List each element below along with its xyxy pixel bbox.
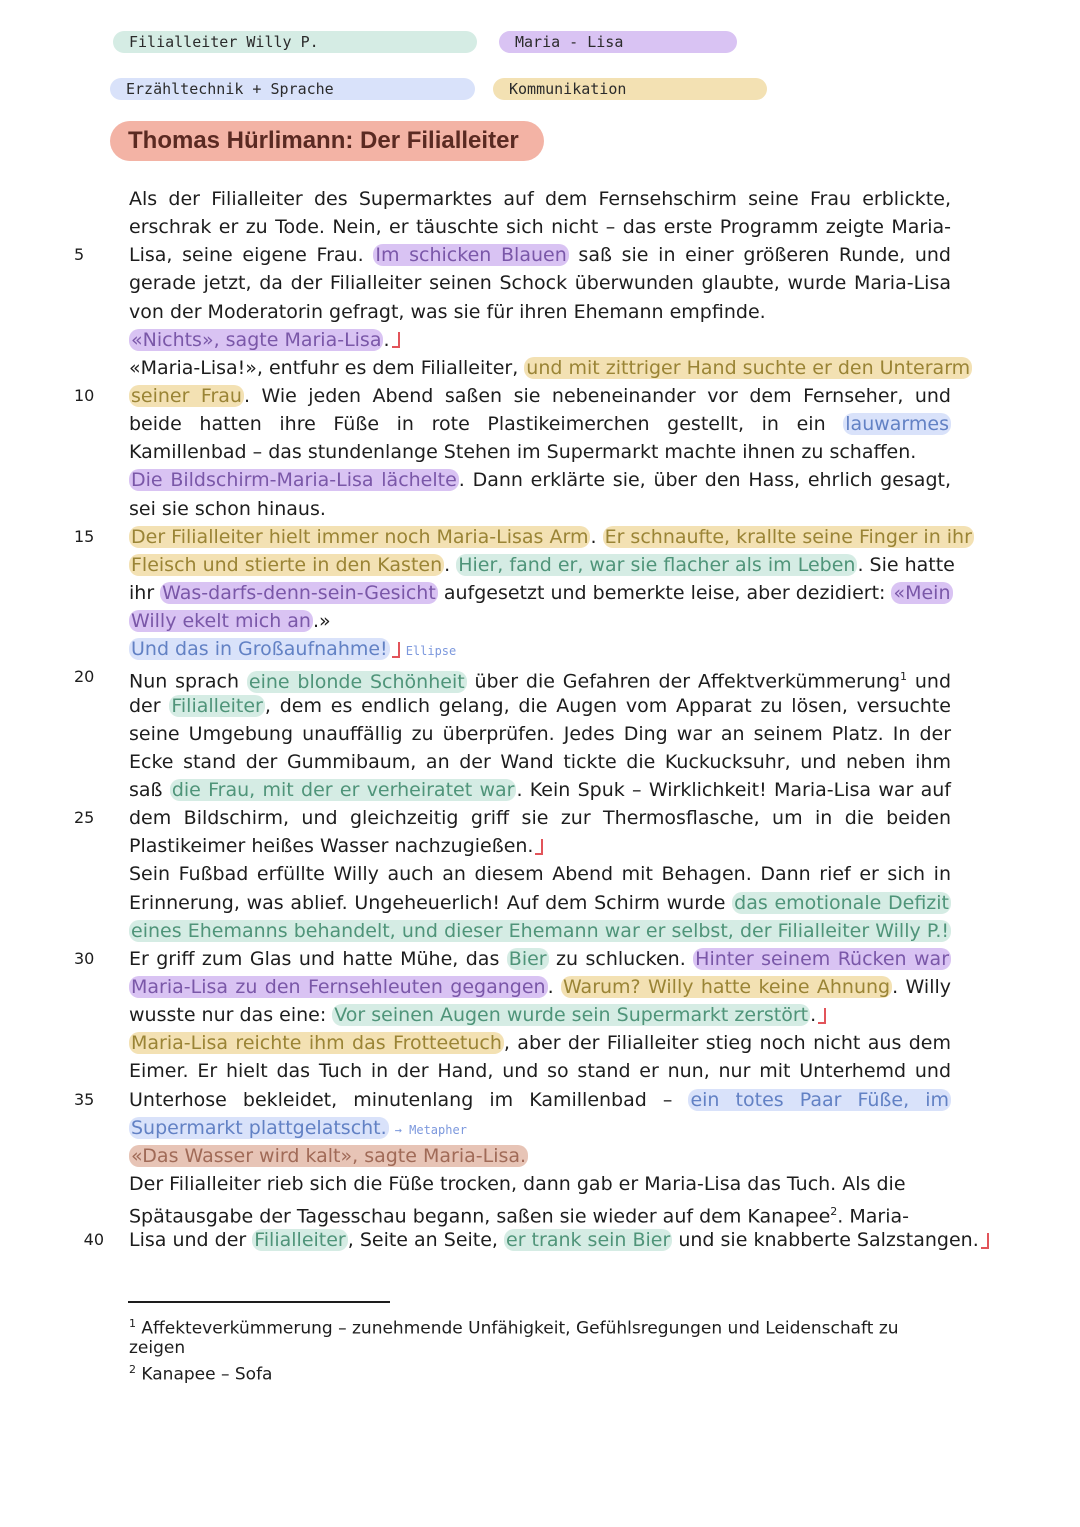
text-line: 40 Lisa und der Filialleiter , Seite an Seite, er trank sein Bier und sie knabberte Salzstangen. (129, 1226, 951, 1254)
correction-mark (392, 642, 400, 658)
text-line: 20 Nun sprach eine blonde Schönheit über die Gefahren der Affektverkümmerung$^1$ und (129, 663, 951, 691)
text-line: Supermarkt plattgelatscht. → Metapher (131, 1116, 467, 1139)
text-line: Und das in Großaufnahme! Ellipse (131, 638, 457, 661)
text-line: 5 Lisa, seine eigene Frau. Im schicken Blauen saß sie in einer größeren Runde, und (129, 241, 951, 269)
line-number: 35 (74, 1089, 95, 1109)
correction-mark (535, 839, 543, 855)
line-number: 15 (74, 526, 95, 546)
text-line: «Das Wasser wird kalt», sagte Maria-Lisa. (131, 1144, 527, 1167)
story-text (74, 185, 979, 1254)
correction-mark (392, 332, 400, 348)
text-line: gerade jetzt, da der Filialleiter seinen Schock überwunden glaubte, wurde Maria-Lisa (129, 272, 951, 295)
tag-kommunikation: Kommunikation (493, 78, 767, 100)
text-line: «Nichts», sagte Maria-Lisa . (129, 326, 951, 354)
text-line: Plastikeimer heißes Wasser nachzugießen. (129, 832, 951, 860)
footnote-1-cont: zeigen (129, 1338, 186, 1358)
text-line: erschrak er zu Tode. Nein, er täuschte sich nicht – das erste Programm zeigte Maria- (129, 216, 951, 239)
annotation-ellipse: Ellipse (405, 644, 457, 659)
tag-erzaehltechnik: Erzähltechnik + Sprache (110, 78, 475, 100)
text-line: Die Bildschirm-Maria-Lisa lächelte . Dann erklärte sie, über den Hass, ehrlich gesagt, (131, 469, 951, 492)
text-line: sei sie schon hinaus. (129, 497, 326, 520)
line-number: 10 (74, 385, 95, 405)
line-number: 5 (74, 245, 85, 265)
text-line: Eimer. Er hielt das Tuch in der Hand, und so stand er nun, nur mit Unterhemd und (129, 1060, 951, 1083)
text-line: 25 dem Bildschirm, und gleichzeitig griff sie zur Thermosflasche, um in die beiden (129, 804, 951, 832)
text-line: Willy ekelt mich an .» (131, 610, 331, 633)
line-number: 40 (83, 1230, 104, 1250)
text-line: Sein Fußbad erfüllte Willy auch an diesem Abend mit Behagen. Dann rief er sich in (129, 863, 951, 886)
text-line: Maria-Lisa zu den Fernsehleuten gegangen . Warum? Willy hatte keine Ahnung . Willy (131, 975, 951, 998)
text-line: 35 Unterhose bekleidet, minutenlang im Kamillenbad – ein totes Paar Füße, im (129, 1086, 951, 1114)
text-line: wusste nur das eine: Vor seinen Augen wurde sein Supermarkt zerstört . (129, 1001, 951, 1029)
text-line: 15 Der Filialleiter hielt immer noch Maria-Lisas Arm . Er schnaufte, krallte seine Finger in ihr (129, 523, 951, 551)
text-line: saß die Frau, mit der er verheiratet war . Kein Spuk – Wirklichkeit! Maria-Lisa war auf (129, 778, 952, 801)
text-line: Spätausgabe der Tagesschau begann, saßen sie wieder auf dem Kanapee$^2$. Maria- (129, 1205, 909, 1228)
text-line: Der Filialleiter rieb sich die Füße trocken, dann gab er Maria-Lisa das Tuch. Als die (129, 1172, 906, 1195)
footnote-2: $^2$ Kanapee – Sofa (129, 1363, 273, 1385)
correction-mark (981, 1233, 989, 1249)
line-number: 25 (74, 808, 95, 828)
page-title: Thomas Hürlimann: Der Filialleiter (110, 121, 544, 161)
text-line: von der Moderatorin gefragt, was sie für ihren Ehemann empfinde. (129, 300, 766, 323)
text-line: seine Umgebung unauffällig zu überprüfen. Jedes Ding war an seinem Platz. In der (129, 722, 951, 745)
text-line: beide hatten ihre Füße in rote Plastikeimerchen gestellt, in ein lauwarmes (129, 413, 949, 436)
tag-filialleiter: Filialleiter Willy P. (113, 31, 477, 53)
text-line: Kamillenbad – das stundenlange Stehen im Supermarkt machte ihnen zu schaffen. (129, 441, 917, 464)
text-line: eines Ehemanns behandelt, und dieser Ehemann war er selbst, der Filialleiter Willy P.! (131, 919, 949, 942)
footnote-1: $^1$ Affekteverkümmerung – zunehmende Unfähigkeit, Gefühlsregungen und Leidenschaft zu (129, 1317, 899, 1339)
text-line: Erinnerung, was ablief. Ungeheuerlich! Auf dem Schirm wurde das emotionale Defizit (129, 891, 949, 914)
text-line: 30 Er griff zum Glas und hatte Mühe, das Bier zu schlucken. Hinter seinem Rücken war (129, 945, 951, 973)
text-line: Maria-Lisa reichte ihm das Frotteetuch , aber der Filialleiter stieg noch nicht aus dem (131, 1032, 951, 1055)
text-line: Ecke stand der Gummibaum, an der Wand tickte die Kuckucksuhr, und neben ihm (129, 750, 951, 773)
text-line: «Maria-Lisa!», entfuhr es dem Filialleiter, und mit zittriger Hand suchte er den Unterarm (129, 356, 971, 379)
text-line: Als der Filialleiter des Supermarktes auf dem Fernsehschirm seine Frau erblickte, (129, 188, 951, 210)
correction-mark (818, 1008, 826, 1024)
line-number: 20 (74, 667, 95, 687)
text-line: Fleisch und stierte in den Kasten . Hier, fand er, war sie flacher als im Leben . Sie hatte (131, 553, 955, 576)
text-line: ihr Was-darfs-denn-sein-Gesicht aufgesetzt und bemerkte leise, aber dezidiert: «Mein (129, 581, 951, 604)
text-line: der Filialleiter , dem es endlich gelang, die Augen vom Apparat zu lösen, versuchte (129, 694, 951, 717)
footnote-divider (128, 1301, 390, 1303)
line-number: 30 (74, 948, 95, 968)
text-line: 10 seiner Frau . Wie jeden Abend saßen sie nebeneinander vor dem Fernseher, und (129, 382, 951, 410)
annotation-metapher: → Metapher (394, 1122, 467, 1137)
tag-maria-lisa: Maria - Lisa (499, 31, 737, 53)
